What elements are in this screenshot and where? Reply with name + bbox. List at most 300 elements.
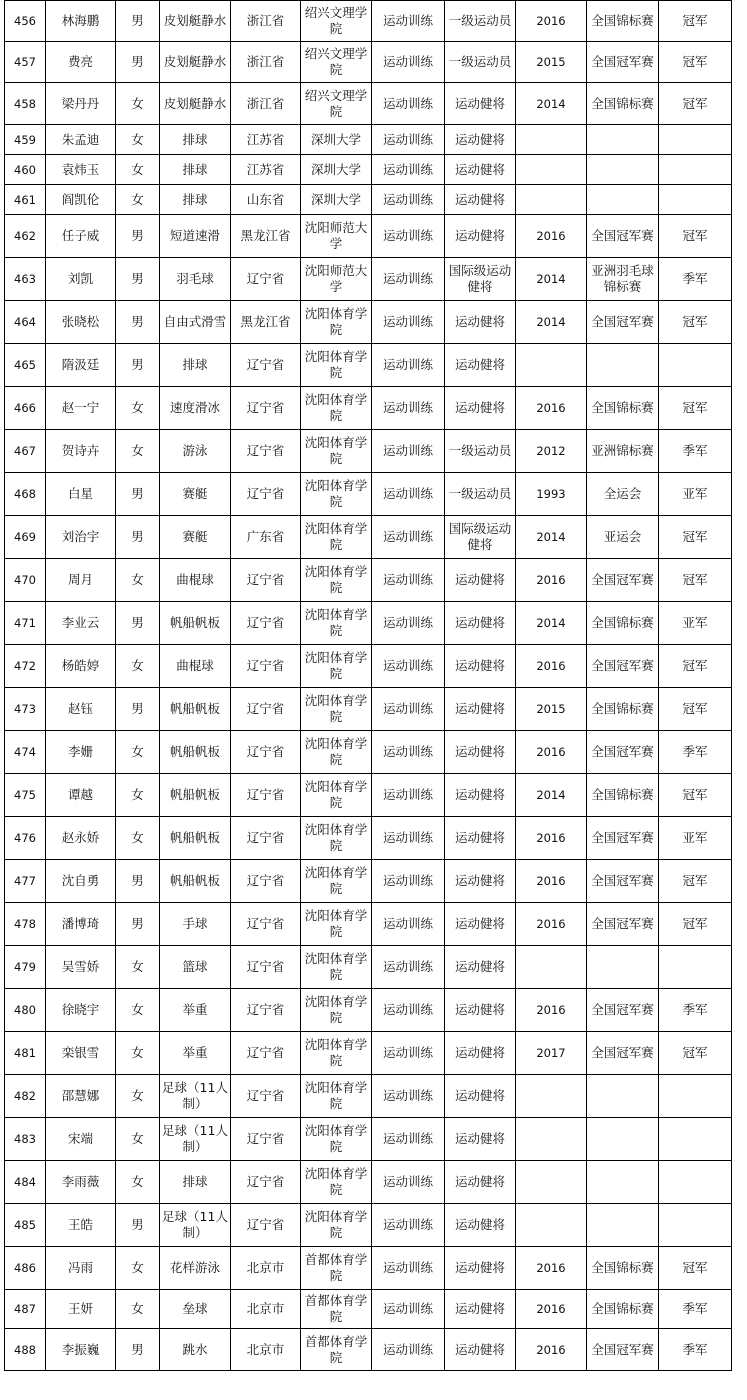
cell-result: 季军 bbox=[659, 1290, 732, 1329]
cell-year: 2016 bbox=[516, 1, 587, 42]
cell-name: 朱孟迪 bbox=[46, 125, 116, 155]
cell-event: 全国冠军赛 bbox=[587, 903, 659, 946]
cell-name: 宋端 bbox=[46, 1118, 116, 1161]
cell-year: 2014 bbox=[516, 516, 587, 559]
cell-event bbox=[587, 1204, 659, 1247]
cell-school: 沈阳体育学院 bbox=[301, 860, 372, 903]
cell-name: 袁炜玉 bbox=[46, 155, 116, 185]
cell-number: 470 bbox=[5, 559, 46, 602]
cell-sex: 女 bbox=[116, 1247, 160, 1290]
cell-sex: 女 bbox=[116, 1118, 160, 1161]
cell-sport: 排球 bbox=[160, 125, 231, 155]
cell-sex: 女 bbox=[116, 1075, 160, 1118]
cell-year: 2016 bbox=[516, 817, 587, 860]
cell-result bbox=[659, 155, 732, 185]
cell-school: 沈阳体育学院 bbox=[301, 602, 372, 645]
cell-major: 运动训练 bbox=[372, 258, 445, 301]
cell-province: 辽宁省 bbox=[231, 387, 301, 430]
cell-year bbox=[516, 946, 587, 989]
cell-province: 北京市 bbox=[231, 1329, 301, 1371]
cell-name: 贺诗卉 bbox=[46, 430, 116, 473]
cell-sex: 男 bbox=[116, 344, 160, 387]
cell-major: 运动训练 bbox=[372, 1290, 445, 1329]
cell-event bbox=[587, 185, 659, 215]
cell-school: 沈阳体育学院 bbox=[301, 1032, 372, 1075]
cell-province: 山东省 bbox=[231, 185, 301, 215]
cell-sport: 举重 bbox=[160, 1032, 231, 1075]
cell-sex: 女 bbox=[116, 83, 160, 125]
cell-year: 2014 bbox=[516, 602, 587, 645]
cell-sex: 女 bbox=[116, 774, 160, 817]
cell-major: 运动训练 bbox=[372, 185, 445, 215]
cell-school: 沈阳师范大学 bbox=[301, 215, 372, 258]
cell-school: 沈阳体育学院 bbox=[301, 903, 372, 946]
cell-level: 运动健将 bbox=[445, 1161, 516, 1204]
cell-major: 运动训练 bbox=[372, 1118, 445, 1161]
cell-year: 2014 bbox=[516, 258, 587, 301]
cell-major: 运动训练 bbox=[372, 645, 445, 688]
cell-school: 沈阳体育学院 bbox=[301, 774, 372, 817]
cell-level: 国际级运动健将 bbox=[445, 258, 516, 301]
cell-name: 张晓松 bbox=[46, 301, 116, 344]
table-row bbox=[5, 215, 732, 258]
cell-result: 冠军 bbox=[659, 903, 732, 946]
cell-sex: 女 bbox=[116, 430, 160, 473]
cell-level: 运动健将 bbox=[445, 185, 516, 215]
cell-result bbox=[659, 1118, 732, 1161]
cell-result: 亚军 bbox=[659, 602, 732, 645]
cell-sex: 女 bbox=[116, 989, 160, 1032]
cell-major: 运动训练 bbox=[372, 1075, 445, 1118]
table-row bbox=[5, 430, 732, 473]
cell-number: 477 bbox=[5, 860, 46, 903]
cell-sport: 排球 bbox=[160, 344, 231, 387]
cell-number: 460 bbox=[5, 155, 46, 185]
table-row bbox=[5, 860, 732, 903]
cell-sport: 跳水 bbox=[160, 1329, 231, 1371]
table-row bbox=[5, 1161, 732, 1204]
cell-sport: 排球 bbox=[160, 1161, 231, 1204]
cell-level: 运动健将 bbox=[445, 559, 516, 602]
cell-year: 2016 bbox=[516, 731, 587, 774]
cell-major: 运动训练 bbox=[372, 42, 445, 83]
cell-major: 运动训练 bbox=[372, 344, 445, 387]
table-row bbox=[5, 125, 732, 155]
cell-number: 476 bbox=[5, 817, 46, 860]
cell-year: 2015 bbox=[516, 688, 587, 731]
cell-year: 2016 bbox=[516, 1247, 587, 1290]
cell-province: 辽宁省 bbox=[231, 645, 301, 688]
cell-sport: 足球（11人制） bbox=[160, 1075, 231, 1118]
cell-number: 465 bbox=[5, 344, 46, 387]
cell-number: 456 bbox=[5, 1, 46, 42]
cell-result: 季军 bbox=[659, 1329, 732, 1371]
cell-province: 辽宁省 bbox=[231, 430, 301, 473]
cell-sex: 男 bbox=[116, 516, 160, 559]
cell-number: 488 bbox=[5, 1329, 46, 1371]
cell-event bbox=[587, 155, 659, 185]
cell-province: 黑龙江省 bbox=[231, 215, 301, 258]
cell-level: 运动健将 bbox=[445, 1204, 516, 1247]
cell-event: 全国锦标赛 bbox=[587, 1247, 659, 1290]
cell-school: 深圳大学 bbox=[301, 155, 372, 185]
cell-school: 沈阳体育学院 bbox=[301, 989, 372, 1032]
table-row bbox=[5, 989, 732, 1032]
cell-sport: 帆船帆板 bbox=[160, 731, 231, 774]
cell-name: 李雨薇 bbox=[46, 1161, 116, 1204]
cell-number: 482 bbox=[5, 1075, 46, 1118]
cell-level: 一级运动员 bbox=[445, 430, 516, 473]
cell-sport: 帆船帆板 bbox=[160, 860, 231, 903]
cell-province: 浙江省 bbox=[231, 1, 301, 42]
cell-sport: 足球（11人制） bbox=[160, 1118, 231, 1161]
cell-number: 487 bbox=[5, 1290, 46, 1329]
cell-result bbox=[659, 1204, 732, 1247]
cell-result: 亚军 bbox=[659, 817, 732, 860]
cell-level: 运动健将 bbox=[445, 688, 516, 731]
cell-school: 绍兴文理学院 bbox=[301, 42, 372, 83]
cell-result bbox=[659, 185, 732, 215]
cell-name: 白星 bbox=[46, 473, 116, 516]
cell-major: 运动训练 bbox=[372, 731, 445, 774]
cell-number: 464 bbox=[5, 301, 46, 344]
cell-year bbox=[516, 185, 587, 215]
cell-name: 吴雪娇 bbox=[46, 946, 116, 989]
cell-major: 运动训练 bbox=[372, 817, 445, 860]
cell-level: 运动健将 bbox=[445, 860, 516, 903]
cell-result: 冠军 bbox=[659, 860, 732, 903]
cell-number: 475 bbox=[5, 774, 46, 817]
cell-year: 2012 bbox=[516, 430, 587, 473]
cell-level: 运动健将 bbox=[445, 1118, 516, 1161]
cell-school: 绍兴文理学院 bbox=[301, 83, 372, 125]
cell-result: 冠军 bbox=[659, 42, 732, 83]
cell-number: 473 bbox=[5, 688, 46, 731]
cell-name: 任子威 bbox=[46, 215, 116, 258]
cell-level: 运动健将 bbox=[445, 1075, 516, 1118]
cell-major: 运动训练 bbox=[372, 860, 445, 903]
cell-event bbox=[587, 1118, 659, 1161]
cell-school: 沈阳体育学院 bbox=[301, 645, 372, 688]
cell-school: 沈阳体育学院 bbox=[301, 817, 372, 860]
athlete-roster-table bbox=[4, 0, 732, 1371]
cell-event bbox=[587, 946, 659, 989]
cell-level: 运动健将 bbox=[445, 125, 516, 155]
cell-school: 沈阳体育学院 bbox=[301, 301, 372, 344]
cell-sport: 皮划艇静水 bbox=[160, 42, 231, 83]
table-row bbox=[5, 42, 732, 83]
cell-sport: 帆船帆板 bbox=[160, 774, 231, 817]
cell-name: 林海鹏 bbox=[46, 1, 116, 42]
cell-level: 运动健将 bbox=[445, 155, 516, 185]
cell-year: 2016 bbox=[516, 989, 587, 1032]
cell-major: 运动训练 bbox=[372, 1161, 445, 1204]
cell-year: 2016 bbox=[516, 1329, 587, 1371]
table-row bbox=[5, 155, 732, 185]
cell-year: 2014 bbox=[516, 301, 587, 344]
cell-major: 运动训练 bbox=[372, 1032, 445, 1075]
cell-year bbox=[516, 1118, 587, 1161]
cell-event: 全国冠军赛 bbox=[587, 559, 659, 602]
cell-result bbox=[659, 946, 732, 989]
cell-sex: 女 bbox=[116, 155, 160, 185]
cell-major: 运动训练 bbox=[372, 215, 445, 258]
cell-sex: 男 bbox=[116, 860, 160, 903]
cell-result bbox=[659, 1161, 732, 1204]
cell-sex: 男 bbox=[116, 258, 160, 301]
cell-sport: 速度滑冰 bbox=[160, 387, 231, 430]
cell-event: 全国冠军赛 bbox=[587, 301, 659, 344]
cell-name: 赵钰 bbox=[46, 688, 116, 731]
table-row bbox=[5, 946, 732, 989]
cell-result: 冠军 bbox=[659, 774, 732, 817]
cell-major: 运动训练 bbox=[372, 1, 445, 42]
cell-sport: 皮划艇静水 bbox=[160, 1, 231, 42]
table-row bbox=[5, 1290, 732, 1329]
table-row bbox=[5, 688, 732, 731]
cell-year: 1993 bbox=[516, 473, 587, 516]
table-row bbox=[5, 1329, 732, 1371]
cell-sex: 女 bbox=[116, 559, 160, 602]
cell-major: 运动训练 bbox=[372, 155, 445, 185]
cell-sport: 帆船帆板 bbox=[160, 817, 231, 860]
cell-major: 运动训练 bbox=[372, 1329, 445, 1371]
cell-event: 全国冠军赛 bbox=[587, 1032, 659, 1075]
cell-event: 全国冠军赛 bbox=[587, 860, 659, 903]
cell-result bbox=[659, 1075, 732, 1118]
cell-school: 沈阳体育学院 bbox=[301, 430, 372, 473]
cell-result: 冠军 bbox=[659, 516, 732, 559]
cell-sex: 男 bbox=[116, 215, 160, 258]
cell-name: 周月 bbox=[46, 559, 116, 602]
cell-sport: 垒球 bbox=[160, 1290, 231, 1329]
cell-school: 沈阳体育学院 bbox=[301, 1161, 372, 1204]
table-row bbox=[5, 473, 732, 516]
cell-major: 运动训练 bbox=[372, 1247, 445, 1290]
cell-province: 辽宁省 bbox=[231, 903, 301, 946]
cell-school: 沈阳体育学院 bbox=[301, 1075, 372, 1118]
cell-event: 全国锦标赛 bbox=[587, 774, 659, 817]
cell-result: 冠军 bbox=[659, 1, 732, 42]
cell-number: 467 bbox=[5, 430, 46, 473]
cell-result: 季军 bbox=[659, 731, 732, 774]
cell-sport: 游泳 bbox=[160, 430, 231, 473]
cell-level: 一级运动员 bbox=[445, 42, 516, 83]
cell-year: 2016 bbox=[516, 387, 587, 430]
cell-number: 457 bbox=[5, 42, 46, 83]
cell-number: 463 bbox=[5, 258, 46, 301]
table-row bbox=[5, 602, 732, 645]
cell-province: 北京市 bbox=[231, 1247, 301, 1290]
cell-level: 运动健将 bbox=[445, 731, 516, 774]
cell-event: 全国锦标赛 bbox=[587, 83, 659, 125]
cell-level: 运动健将 bbox=[445, 946, 516, 989]
cell-level: 运动健将 bbox=[445, 989, 516, 1032]
cell-event bbox=[587, 344, 659, 387]
cell-level: 运动健将 bbox=[445, 215, 516, 258]
cell-sport: 足球（11人制） bbox=[160, 1204, 231, 1247]
cell-name: 杨皓婷 bbox=[46, 645, 116, 688]
cell-province: 辽宁省 bbox=[231, 258, 301, 301]
cell-year bbox=[516, 1161, 587, 1204]
cell-event: 全国锦标赛 bbox=[587, 688, 659, 731]
cell-level: 运动健将 bbox=[445, 774, 516, 817]
cell-name: 刘凯 bbox=[46, 258, 116, 301]
cell-major: 运动训练 bbox=[372, 989, 445, 1032]
cell-school: 沈阳体育学院 bbox=[301, 387, 372, 430]
cell-major: 运动训练 bbox=[372, 774, 445, 817]
cell-year bbox=[516, 1075, 587, 1118]
cell-school: 首都体育学院 bbox=[301, 1247, 372, 1290]
cell-major: 运动训练 bbox=[372, 602, 445, 645]
cell-sport: 短道速滑 bbox=[160, 215, 231, 258]
cell-event: 全国冠军赛 bbox=[587, 215, 659, 258]
cell-sex: 女 bbox=[116, 1032, 160, 1075]
cell-name: 阎凯伦 bbox=[46, 185, 116, 215]
cell-result bbox=[659, 344, 732, 387]
cell-province: 广东省 bbox=[231, 516, 301, 559]
table-row bbox=[5, 559, 732, 602]
cell-sport: 羽毛球 bbox=[160, 258, 231, 301]
cell-year: 2016 bbox=[516, 903, 587, 946]
cell-event: 全国锦标赛 bbox=[587, 387, 659, 430]
cell-number: 458 bbox=[5, 83, 46, 125]
cell-province: 辽宁省 bbox=[231, 559, 301, 602]
cell-school: 深圳大学 bbox=[301, 185, 372, 215]
cell-sex: 女 bbox=[116, 185, 160, 215]
cell-result: 季军 bbox=[659, 430, 732, 473]
cell-level: 一级运动员 bbox=[445, 473, 516, 516]
cell-name: 梁丹丹 bbox=[46, 83, 116, 125]
cell-major: 运动训练 bbox=[372, 1204, 445, 1247]
cell-name: 李姗 bbox=[46, 731, 116, 774]
cell-province: 辽宁省 bbox=[231, 817, 301, 860]
cell-sex: 女 bbox=[116, 387, 160, 430]
cell-number: 474 bbox=[5, 731, 46, 774]
cell-number: 462 bbox=[5, 215, 46, 258]
cell-number: 471 bbox=[5, 602, 46, 645]
table-row bbox=[5, 903, 732, 946]
cell-province: 江苏省 bbox=[231, 125, 301, 155]
cell-name: 李振巍 bbox=[46, 1329, 116, 1371]
cell-province: 辽宁省 bbox=[231, 602, 301, 645]
cell-sport: 举重 bbox=[160, 989, 231, 1032]
cell-event bbox=[587, 1075, 659, 1118]
cell-sport: 手球 bbox=[160, 903, 231, 946]
cell-school: 沈阳体育学院 bbox=[301, 344, 372, 387]
table-row bbox=[5, 258, 732, 301]
cell-sex: 男 bbox=[116, 473, 160, 516]
cell-name: 栾银雪 bbox=[46, 1032, 116, 1075]
cell-year: 2016 bbox=[516, 559, 587, 602]
cell-sex: 男 bbox=[116, 1329, 160, 1371]
cell-province: 辽宁省 bbox=[231, 1075, 301, 1118]
cell-year: 2015 bbox=[516, 42, 587, 83]
cell-event: 全国冠军赛 bbox=[587, 1329, 659, 1371]
cell-major: 运动训练 bbox=[372, 387, 445, 430]
cell-province: 辽宁省 bbox=[231, 731, 301, 774]
cell-province: 辽宁省 bbox=[231, 989, 301, 1032]
cell-name: 赵永娇 bbox=[46, 817, 116, 860]
cell-number: 478 bbox=[5, 903, 46, 946]
cell-school: 沈阳体育学院 bbox=[301, 516, 372, 559]
cell-school: 沈阳体育学院 bbox=[301, 473, 372, 516]
cell-result: 冠军 bbox=[659, 688, 732, 731]
cell-level: 运动健将 bbox=[445, 903, 516, 946]
cell-school: 深圳大学 bbox=[301, 125, 372, 155]
cell-sport: 曲棍球 bbox=[160, 559, 231, 602]
table-row bbox=[5, 817, 732, 860]
cell-level: 运动健将 bbox=[445, 645, 516, 688]
cell-sport: 曲棍球 bbox=[160, 645, 231, 688]
cell-event: 全国锦标赛 bbox=[587, 1, 659, 42]
cell-province: 辽宁省 bbox=[231, 1161, 301, 1204]
cell-number: 466 bbox=[5, 387, 46, 430]
cell-number: 481 bbox=[5, 1032, 46, 1075]
cell-event: 全国冠军赛 bbox=[587, 817, 659, 860]
cell-major: 运动训练 bbox=[372, 946, 445, 989]
table-row bbox=[5, 1075, 732, 1118]
cell-province: 辽宁省 bbox=[231, 473, 301, 516]
cell-name: 徐晓宇 bbox=[46, 989, 116, 1032]
table-row bbox=[5, 344, 732, 387]
cell-province: 浙江省 bbox=[231, 42, 301, 83]
cell-school: 首都体育学院 bbox=[301, 1290, 372, 1329]
cell-year: 2014 bbox=[516, 83, 587, 125]
cell-event bbox=[587, 125, 659, 155]
cell-name: 费亮 bbox=[46, 42, 116, 83]
cell-year bbox=[516, 125, 587, 155]
cell-event: 全运会 bbox=[587, 473, 659, 516]
cell-province: 辽宁省 bbox=[231, 1032, 301, 1075]
cell-major: 运动训练 bbox=[372, 559, 445, 602]
table-row bbox=[5, 516, 732, 559]
cell-number: 480 bbox=[5, 989, 46, 1032]
cell-name: 潘博琦 bbox=[46, 903, 116, 946]
cell-result: 冠军 bbox=[659, 1247, 732, 1290]
cell-sport: 花样游泳 bbox=[160, 1247, 231, 1290]
cell-school: 沈阳体育学院 bbox=[301, 688, 372, 731]
cell-name: 李业云 bbox=[46, 602, 116, 645]
cell-year: 2016 bbox=[516, 1290, 587, 1329]
cell-major: 运动训练 bbox=[372, 125, 445, 155]
cell-sex: 男 bbox=[116, 903, 160, 946]
cell-major: 运动训练 bbox=[372, 473, 445, 516]
cell-name: 刘治宇 bbox=[46, 516, 116, 559]
table-row bbox=[5, 1118, 732, 1161]
cell-result bbox=[659, 125, 732, 155]
cell-province: 江苏省 bbox=[231, 155, 301, 185]
cell-sex: 男 bbox=[116, 42, 160, 83]
cell-level: 运动健将 bbox=[445, 1290, 516, 1329]
cell-result: 冠军 bbox=[659, 387, 732, 430]
cell-year bbox=[516, 344, 587, 387]
cell-sex: 女 bbox=[116, 1290, 160, 1329]
cell-level: 运动健将 bbox=[445, 1247, 516, 1290]
cell-sport: 篮球 bbox=[160, 946, 231, 989]
cell-level: 运动健将 bbox=[445, 602, 516, 645]
cell-result: 冠军 bbox=[659, 645, 732, 688]
cell-level: 运动健将 bbox=[445, 387, 516, 430]
cell-result: 季军 bbox=[659, 989, 732, 1032]
cell-number: 472 bbox=[5, 645, 46, 688]
table-row bbox=[5, 185, 732, 215]
cell-result: 冠军 bbox=[659, 215, 732, 258]
cell-number: 468 bbox=[5, 473, 46, 516]
cell-sex: 女 bbox=[116, 125, 160, 155]
cell-school: 绍兴文理学院 bbox=[301, 1, 372, 42]
cell-province: 辽宁省 bbox=[231, 860, 301, 903]
